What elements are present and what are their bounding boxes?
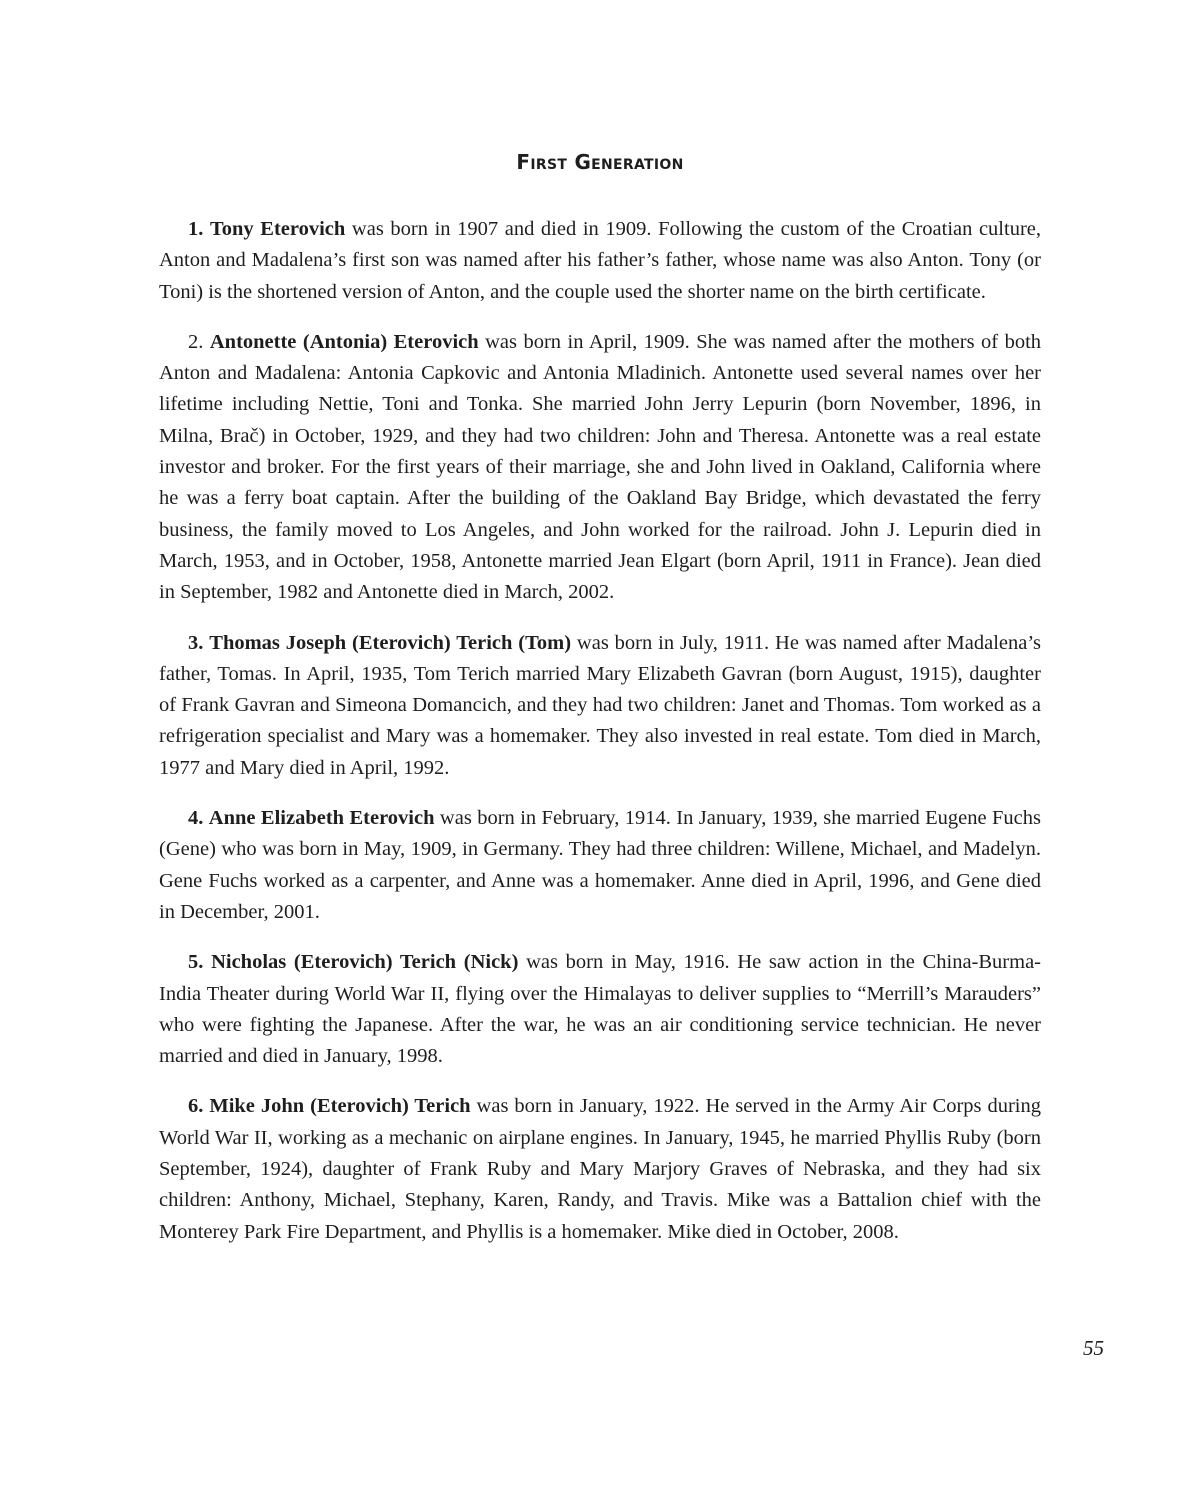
entry-2-name: Antonette (Antonia) Eterovich bbox=[209, 330, 479, 353]
entry-2-text: was born in April, 1909. She was named after the mothers of both Anton and Madalena: Antonia Capkovic and Antonia Mladinich. Antonette used several names over her lifetime including Nettie, Toni and Tonka. She married John Jerry Lepurin (born November, 1896, in Milna, Brač) in October, 1929, and they had two children: John and Theresa. Antonette was a real estate investor and broker. For the first years of their marriage, she and John lived in Oakland, California where he was a ferry boat captain. After the building of the Oakland Bay Bridge, which devastated the ferry business, the family moved to Los Angeles, and John worked for the railroad. John J. Lepurin died in March, 1953, and in October, 1958, Antonette married Jean Elgart (born April, 1911 in France). Jean died in September, 1982 and Antonette died in March, 2002. bbox=[159, 330, 1042, 604]
entry-4-text: was born in February, 1914. In January, 1939, she married Eugene Fuchs (Gene) who was born in May, 1909, in Germany. They had three children: Willene, Michael, and Madelyn. Gene Fuchs worked as a carpenter, and Anne was a homemaker. Anne died in April, 1996, and Gene died in December, 2001. bbox=[159, 807, 1042, 923]
entry-3 bbox=[159, 628, 1041, 784]
entry-3-number: 3. bbox=[188, 631, 204, 654]
entry-1 bbox=[159, 214, 1041, 308]
entry-5-text: was born in May, 1916. He saw action in the China-Burma-India Theater during World War II, flying over the Himalayas to deliver supplies to “Merrill’s Marauders” who were fighting the Japanese. After the war, he was an air conditioning service technician. He never married and died in January, 1998. bbox=[159, 951, 1041, 1068]
entry-5 bbox=[159, 947, 1041, 1072]
entry-6-name: Mike John (Eterovich) Terich bbox=[209, 1095, 471, 1118]
entry-2 bbox=[159, 327, 1041, 609]
page-body bbox=[159, 150, 1041, 1267]
entry-1-name: Tony Eterovich bbox=[209, 218, 346, 240]
entry-4-number: 4. bbox=[188, 807, 204, 830]
entry-3-text: was born in July, 1911. He was named after Madalena’s father, Tomas. In April, 1935, Tom Terich married Mary Elizabeth Gavran (born August, 1915), daughter of Frank Gavran and Simeona Domancich, and they had two children: Janet and Thomas. Tom worked as a refrigeration specialist and Mary was a homemaker. They also invested in real estate. Tom died in March, 1977 and Mary died in April, 1992. bbox=[159, 631, 1042, 779]
entry-4 bbox=[159, 803, 1041, 928]
entry-3-name: Thomas Joseph (Eterovich) Terich (Tom) bbox=[209, 631, 572, 654]
entry-4-name: Anne Elizabeth Eterovich bbox=[208, 807, 435, 830]
entry-2-number: 2. bbox=[188, 330, 204, 353]
page-heading: First Generation bbox=[516, 150, 684, 174]
page-number: 55 bbox=[1083, 1336, 1104, 1360]
entry-1-text: was born in 1907 and died in 1909. Following the custom of the Croatian culture, Anton and Madalena’s first son was named after his father’s father, whose name was also Anton. Tony (or Toni) is the shortened version of Anton, and the couple used the shorter name on the birth certificate. bbox=[159, 218, 1042, 303]
entry-6 bbox=[159, 1091, 1041, 1247]
entry-1-number: 1. bbox=[188, 218, 204, 240]
entry-6-number: 6. bbox=[188, 1095, 204, 1118]
entry-5-name: Nicholas (Eterovich) Terich (Nick) bbox=[211, 951, 519, 974]
entry-6-text: was born in January, 1922. He served in the Army Air Corps during World War II, working as a mechanic on airplane engines. In January, 1945, he married Phyllis Ruby (born September, 1924), daughter of Frank Ruby and Mary Marjory Graves of Nebraska, and they had six children: Anthony, Michael, Stephany, Karen, Randy, and Travis. Mike was a Battalion chief with the Monterey Park Fire Department, and Phyllis is a homemaker. Mike died in October, 2008. bbox=[159, 1095, 1041, 1243]
entry-5-number: 5. bbox=[188, 951, 204, 974]
